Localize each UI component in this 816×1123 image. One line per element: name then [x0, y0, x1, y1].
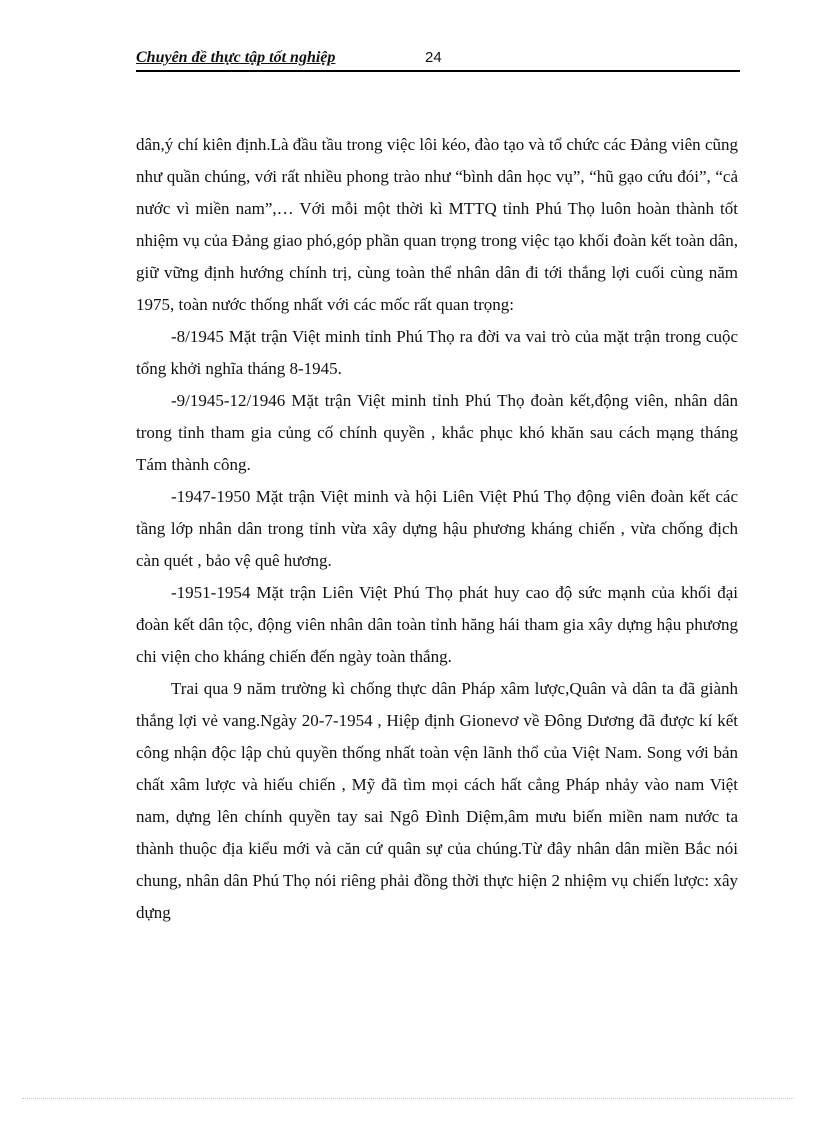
document-title: Chuyên đề thực tập tốt nghiệp: [136, 49, 336, 66]
timeline-item-1945: -8/1945 Mặt trận Việt minh tỉnh Phú Thọ ra đời va vai trò của mặt trận trong cuộc tổng khởi nghĩa tháng 8-1945.: [136, 327, 738, 378]
timeline-item-1945-1946: -9/1945-12/1946 Mặt trận Việt minh tỉnh Phú Thọ đoàn kết,động viên, nhân dân trong tỉnh tham gia củng cố chính quyền , khắc phục khó khăn sau cách mạng tháng Tám thành công.: [136, 391, 738, 474]
body-paragraph: dân,ý chí kiên định.Là đầu tầu trong việc lôi kéo, đào tạo và tổ chức các Đảng viên cũng như quần chúng, với rất nhiều phong trào như “bình dân học vụ”, “hũ gạo cứu đói”, “cả nước vì miền nam”,… Với mỗi một thời kì MTTQ tỉnh Phú Thọ luôn hoàn thành tốt nhiệm vụ của Đảng giao phó,góp phần quan trọng trong việc tạo khối đoàn kết toàn dân, giữ vững định hướng chính trị, cùng toàn thể nhân dân đi tới thắng lợi cuối cùng năm 1975, toàn nước thống nhất với các mốc rất quan trọng:: [136, 135, 738, 314]
page-number: 24: [425, 49, 442, 66]
timeline-item-1951-1954: -1951-1954 Mặt trận Liên Việt Phú Thọ phát huy cao độ sức mạnh của khối đại đoàn kết dân tộc, động viên nhân dân toàn tỉnh hăng hái tham gia xây dựng hậu phương chi viện cho kháng chiến đến ngày toàn thắng.: [136, 583, 738, 666]
page-bottom-border: [22, 1098, 794, 1099]
body-paragraph: Trai qua 9 năm trường kì chống thực dân Pháp xâm lược,Quân và dân ta đã giành thắng lợi vẻ vang.Ngày 20-7-1954 , Hiệp định Gionevơ về Đông Dương đã được kí kết công nhận độc lập chủ quyền thống nhất toàn vện lãnh thổ của Việt Nam. Song với bản chất xâm lược và hiếu chiến , Mỹ đã tìm mọi cách hất cẳng Pháp nhảy vào nam Việt nam, dựng lên chính quyền tay sai Ngô Đình Diệm,âm mưu biến miền nam nước ta thành thuộc địa kiểu mới và căn cứ quân sự của chúng.Từ đây nhân dân miền Bắc nói chung, nhân dân Phú Thọ nói riêng phải đồng thời thực hiện 2 nhiệm vụ chiến lược: xây dựng: [136, 679, 738, 922]
timeline-item-1947-1950: -1947-1950 Mặt trận Việt minh và hội Liên Việt Phú Thọ động viên đoàn kết các tầng lớp nhân dân trong tỉnh vừa xây dựng hậu phương kháng chiến , vừa chống địch càn quét , bảo vệ quê hương.: [136, 487, 738, 570]
page-header: [136, 48, 740, 72]
document-body: [136, 129, 738, 929]
